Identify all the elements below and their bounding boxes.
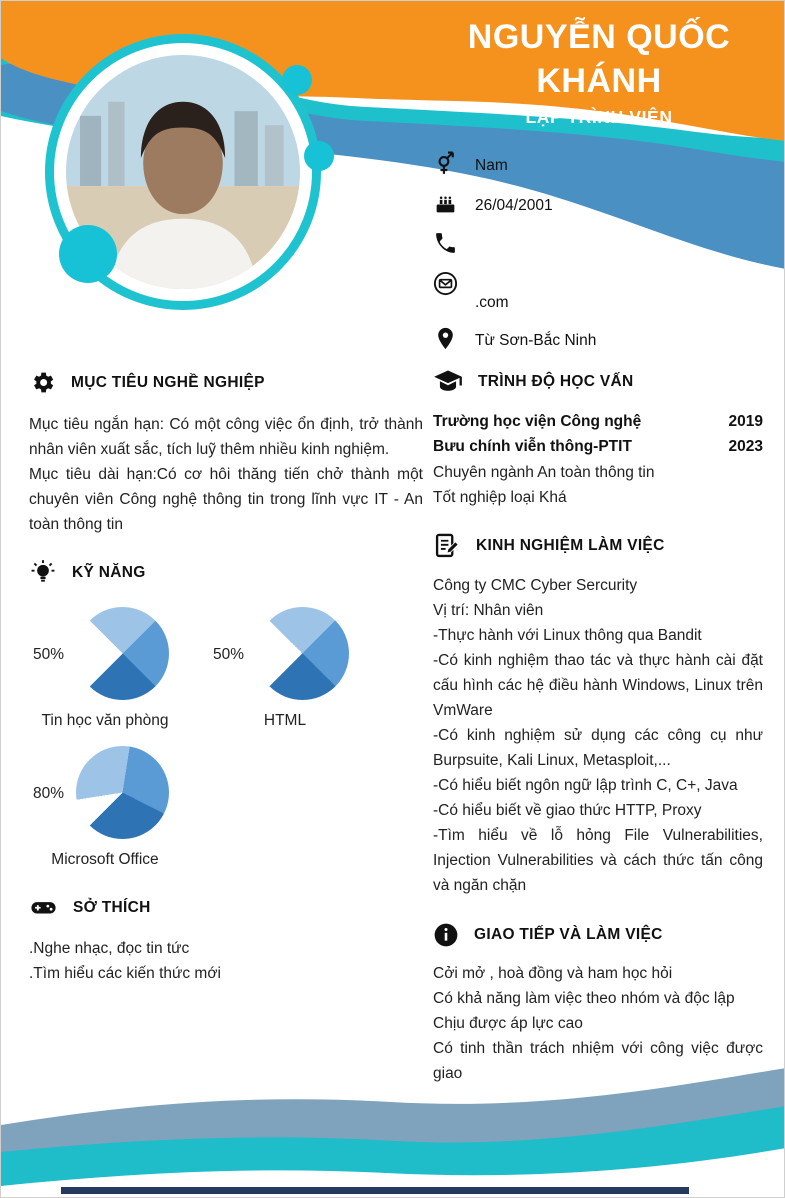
experience-line: -Có hiểu biết ngôn ngữ lập trình C, C+, Java [433, 777, 738, 794]
section-title: GIAO TIẾP VÀ LÀM VIỆC [474, 926, 663, 943]
birthday-icon [433, 191, 458, 216]
skills-row [29, 607, 423, 730]
contact-row-birthday [433, 191, 763, 218]
location-icon [433, 326, 458, 351]
info-icon [433, 922, 459, 948]
skill-label: Tin học văn phòng [41, 712, 169, 729]
year-end: 2023 [728, 438, 763, 455]
skill-tin-hoc-van-phong [29, 607, 209, 730]
skill-percent: 80% [33, 784, 65, 802]
section-hobbies [29, 893, 423, 922]
contact-row-gender [433, 151, 763, 178]
communication-line: Có khả năng làm việc theo nhóm và độc lập [433, 990, 735, 1007]
email-value: .com [475, 294, 509, 311]
skill-pie-wrap [29, 607, 181, 702]
experience-line: -Có kinh nghiệm sử dụng các công cụ như Burpsuite, Kali Linux, Metasploit,... [433, 727, 763, 769]
section-title: KỸ NĂNG [72, 564, 146, 581]
experience-line: Vị trí: Nhân viên [433, 602, 544, 619]
education-details [433, 460, 763, 510]
hobby-line: .Nghe nhạc, đọc tin tức [29, 940, 190, 957]
experience-line: -Có kinh nghiệm thao tác và thực hành cài đặt cấu hình các hệ điều hành Windows, Linux trên VmWare [433, 652, 763, 719]
skill-pie-wrap [29, 746, 181, 841]
teal-dot-decoration [282, 65, 312, 95]
hobby-line: .Tìm hiểu các kiến thức mới [29, 965, 221, 982]
section-skills [29, 559, 423, 587]
person-name: NGUYỄN QUỐC KHÁNH [467, 18, 731, 101]
communication-lines [433, 961, 763, 1086]
year-start: 2019 [728, 413, 763, 430]
objective-paragraph: Mục tiêu ngắn hạn: Có một công việc ổn định, trở thành nhân viên xuất sắc, tích luỹ thêm nhiều kinh nghiệm. [29, 416, 423, 458]
section-communication [433, 922, 763, 948]
experience-line: -Có hiểu biết về giao thức HTTP, Proxy [433, 802, 702, 819]
address-value: Từ Sơn-Bắc Ninh [475, 332, 597, 349]
contact-row-email [433, 271, 763, 313]
section-title: SỞ THÍCH [73, 898, 151, 916]
phone-icon [433, 231, 458, 256]
gender-icon [433, 151, 458, 176]
email-icon [433, 271, 458, 296]
experience-line: -Thực hành với Linux thông qua Bandit [433, 627, 702, 644]
section-objective [29, 369, 423, 396]
objective-paragraph: Mục tiêu dài hạn:Có cơ hôi thăng tiến chở thành một chuyên viên Công nghệ thông tin trong lĩnh vực IT - An toàn thông tin [29, 466, 423, 533]
gear-icon [29, 369, 56, 396]
section-title: KINH NGHIỆM LÀM VIỆC [476, 537, 665, 554]
skill-pie-wrap [209, 607, 361, 702]
teal-dot-decoration [59, 225, 117, 283]
left-column [29, 369, 423, 986]
communication-line: Có tinh thần trách nhiệm với công việc được giao [433, 1040, 763, 1082]
teal-dot-decoration [304, 141, 334, 171]
education-detail: Tốt nghiệp loại Khá [433, 489, 567, 506]
section-title: TRÌNH ĐỘ HỌC VẤN [478, 373, 634, 390]
document-pencil-icon [433, 532, 461, 560]
skill-microsoft-office [29, 746, 209, 869]
skill-label: HTML [263, 712, 307, 729]
experience-line: -Tìm hiểu về lỗ hỏng File Vulnerabilities, Injection Vulnerabilities và cách thức tấn công và ngăn chặn [433, 827, 763, 894]
experience-lines [433, 573, 763, 898]
section-experience [433, 532, 763, 560]
gamepad-icon [29, 893, 58, 922]
education-years [671, 409, 763, 459]
education-entry [433, 409, 763, 459]
skill-pie-chart [76, 607, 169, 700]
communication-line: Cởi mở , hoà đồng và ham học hỏi [433, 965, 673, 982]
right-column [433, 151, 763, 1086]
skill-label: Microsoft Office [51, 851, 159, 868]
experience-line: Công ty CMC Cyber Sercurity [433, 577, 638, 594]
contact-row-address [433, 326, 763, 353]
section-education [433, 369, 763, 395]
school-name: Trường học viện Công nghệ Bưu chính viễn thông-PTIT [433, 413, 642, 455]
skill-percent: 50% [33, 645, 65, 663]
graduation-cap-icon [433, 369, 463, 395]
skill-pie-chart [256, 607, 349, 700]
job-title: LẬP TRÌNH VIÊN [525, 107, 673, 128]
lightbulb-icon [29, 559, 57, 587]
gender-value: Nam [475, 157, 508, 174]
skill-percent: 50% [213, 645, 245, 663]
skill-pie-chart [76, 746, 169, 839]
birthday-value: 26/04/2001 [475, 197, 553, 214]
section-title: MỤC TIÊU NGHỀ NGHIỆP [71, 373, 265, 391]
education-detail: Chuyên ngành An toàn thông tin [433, 464, 655, 481]
skill-html [209, 607, 379, 730]
email-redacted [475, 271, 509, 292]
objective-body [29, 412, 423, 537]
header-name-block [421, 15, 777, 128]
hobby-lines [29, 936, 423, 986]
contact-row-phone [433, 231, 763, 258]
communication-line: Chịu được áp lực cao [433, 1015, 583, 1032]
footer-bar [61, 1187, 689, 1194]
